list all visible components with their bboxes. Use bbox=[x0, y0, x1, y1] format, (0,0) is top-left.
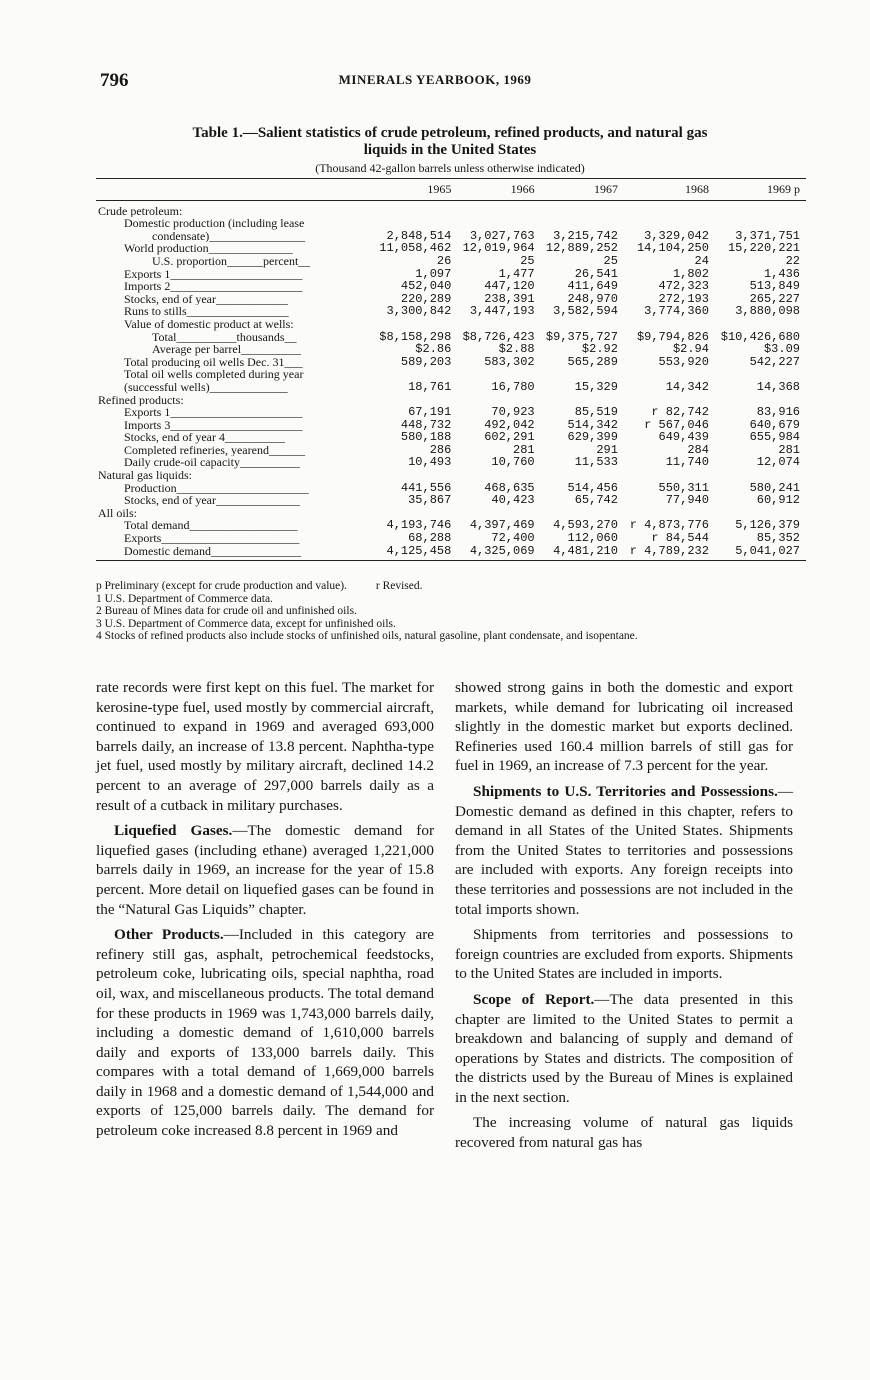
row-label bbox=[96, 200, 374, 217]
paragraph bbox=[455, 990, 793, 1108]
row-label-text: Total producing oil wells Dec. 31___ bbox=[124, 355, 303, 369]
value-cell: $2.94 bbox=[672, 342, 709, 357]
row-label bbox=[96, 280, 374, 293]
value-cell: 281 bbox=[778, 442, 800, 457]
value-cell bbox=[541, 469, 624, 482]
row-label bbox=[96, 242, 374, 255]
row-label-text: Exports_______________________ bbox=[124, 532, 300, 545]
row-label bbox=[96, 431, 374, 444]
header-label-cell bbox=[96, 179, 374, 201]
paragraph-heading: Shipments to U.S. Territories and Possessions. bbox=[473, 782, 778, 800]
row-label bbox=[96, 532, 374, 545]
paragraph bbox=[96, 821, 434, 919]
value-cell: 26 bbox=[436, 253, 452, 268]
value-cell: 655,984 bbox=[749, 430, 800, 445]
paragraph: showed strong gains in both the domestic and export markets, while demand for lubricating oil increased slightly in the domestic market but exports declined. Refineries used 160.4 million barrels of still gas for fuel in 1969, an increase of 7.3 percent for the year. bbox=[455, 679, 793, 775]
value-cell: $2.88 bbox=[498, 342, 535, 357]
table-row bbox=[96, 381, 806, 394]
value-cell: 112,060 bbox=[567, 531, 618, 546]
row-label-text: Average per barrel__________ bbox=[152, 343, 302, 356]
value-cell: 629,399 bbox=[567, 430, 618, 445]
value-cell: 565,289 bbox=[567, 354, 618, 369]
row-label-text: Domestic demand_______________ bbox=[124, 544, 301, 558]
value-cell: 220,289 bbox=[400, 291, 452, 306]
paragraph bbox=[96, 925, 434, 1141]
row-label bbox=[96, 331, 374, 344]
value-cell: 3,371,751 bbox=[735, 228, 800, 243]
table-row bbox=[96, 532, 806, 545]
value-cell: $2.92 bbox=[581, 342, 618, 357]
value-cell: 4,193,746 bbox=[386, 518, 452, 533]
row-label bbox=[96, 230, 374, 243]
row-label-text: Exports 1______________________ bbox=[124, 406, 303, 419]
row-label bbox=[96, 419, 374, 432]
year-header: 1967 bbox=[541, 179, 624, 201]
footnote-2: 2 Bureau of Mines data for crude oil and unfinished oils. bbox=[96, 605, 357, 618]
value-cell: 83,916 bbox=[756, 405, 800, 420]
value-cell: 3,027,763 bbox=[469, 228, 535, 243]
value-cell bbox=[541, 200, 624, 217]
row-label-text: Stocks, end of year______________ bbox=[124, 494, 300, 507]
table-row bbox=[96, 200, 806, 217]
table-row bbox=[96, 545, 806, 561]
paragraph: The increasing volume of natural gas liquids recovered from natural gas has bbox=[455, 1114, 793, 1152]
table-caption-line2: liquids in the United States bbox=[363, 142, 537, 158]
row-label bbox=[96, 343, 374, 356]
value-cell bbox=[374, 469, 457, 482]
paragraph: rate records were first kept on this fuel. The market for kerosine-type fuel, used mostly by commercial aircraft, continued to expand in 1969 and averaged 693,000 barrels daily, an increase of 13.8 percent. Naphtha-type jet fuel, used mostly by military aircraft, declined 14.2 percent to an average of 297,000 barrels daily as a result of a cutback in military purchases. bbox=[96, 679, 434, 814]
value-cell: 18,761 bbox=[408, 379, 452, 394]
row-label-text: World production______________ bbox=[124, 242, 293, 255]
value-cell: 238,391 bbox=[484, 291, 535, 306]
value-cell: 514,456 bbox=[567, 480, 618, 495]
value-cell bbox=[374, 318, 457, 331]
value-cell: 40,423 bbox=[491, 493, 535, 508]
value-cell: 11,740 bbox=[665, 455, 709, 470]
value-cell: 35,867 bbox=[408, 493, 452, 508]
year-header: 1966 bbox=[457, 179, 540, 201]
row-label-text: Refined products: bbox=[98, 393, 184, 407]
paragraph-text: —The domestic demand for liquefied gases (including ethane) averaged 1,221,000 barrels daily in 1969, an increase for the year of 15.8 percent. More detail on liquefied gases can be found in the “Natural Gas Liquids” chapter. bbox=[96, 822, 434, 918]
row-label-text: Natural gas liquids: bbox=[98, 469, 192, 482]
row-label-text: Domestic production (including lease bbox=[124, 217, 305, 230]
value-cell: 3,329,042 bbox=[644, 228, 709, 243]
value-cell: 272,193 bbox=[658, 291, 709, 306]
value-cell: 10,493 bbox=[408, 455, 452, 470]
value-cell: 589,203 bbox=[400, 354, 452, 369]
value-cell: 4,397,469 bbox=[469, 518, 535, 533]
value-cell: 1,097 bbox=[415, 266, 452, 281]
row-label bbox=[96, 507, 374, 520]
salient-statistics-table bbox=[96, 178, 806, 561]
value-cell: 68,288 bbox=[408, 531, 452, 546]
value-cell: 550,311 bbox=[658, 480, 709, 495]
value-cell: 291 bbox=[596, 442, 618, 457]
value-cell: 10,760 bbox=[491, 455, 535, 470]
table-row bbox=[96, 494, 806, 507]
value-cell: 492,042 bbox=[484, 417, 535, 432]
page-number: 796 bbox=[100, 70, 129, 91]
value-cell: 65,742 bbox=[574, 493, 618, 508]
value-cell: 448,732 bbox=[400, 417, 452, 432]
table-body bbox=[96, 200, 806, 561]
value-cell: 16,780 bbox=[491, 379, 535, 394]
row-label-text: All oils: bbox=[98, 506, 138, 520]
value-cell bbox=[624, 217, 715, 230]
value-cell: $10,426,680 bbox=[720, 329, 800, 344]
row-label-text: condensate)________________ bbox=[152, 229, 306, 243]
value-cell: 85,519 bbox=[574, 405, 618, 420]
row-label-text: Value of domestic product at wells: bbox=[124, 317, 294, 331]
value-cell: 468,635 bbox=[484, 480, 535, 495]
value-cell: 553,920 bbox=[658, 354, 709, 369]
table-row bbox=[96, 456, 806, 469]
value-cell: 472,323 bbox=[658, 279, 709, 294]
value-cell: 452,040 bbox=[400, 279, 452, 294]
row-label bbox=[96, 318, 374, 331]
paragraph-heading: Liquefied Gases. bbox=[114, 822, 233, 840]
table-footnotes bbox=[96, 580, 806, 643]
value-cell: 3,300,842 bbox=[386, 304, 452, 319]
row-label-text: Completed refineries, yearend______ bbox=[124, 443, 305, 457]
value-cell: 14,368 bbox=[756, 379, 800, 394]
value-cell: 1,477 bbox=[498, 266, 535, 281]
value-cell: 411,649 bbox=[567, 279, 618, 294]
paragraph-text: —The data presented in this chapter are limited to the United States to permit a breakdown and balancing of supply and demand of operations by States and districts. The composition of the districts used by the Bureau of Mines is explained in the next section. bbox=[455, 990, 793, 1106]
row-label-text: Crude petroleum: bbox=[98, 203, 183, 218]
row-label bbox=[96, 494, 374, 507]
value-cell: 12,074 bbox=[756, 455, 800, 470]
value-cell bbox=[374, 217, 457, 230]
row-label bbox=[96, 482, 374, 495]
row-label bbox=[96, 368, 374, 381]
value-cell bbox=[457, 318, 540, 331]
value-cell: r 82,742 bbox=[651, 405, 709, 420]
value-cell: 3,582,594 bbox=[553, 304, 618, 319]
value-cell bbox=[457, 469, 540, 482]
value-cell: 447,120 bbox=[484, 279, 535, 294]
paragraph bbox=[455, 782, 793, 919]
value-cell: 1,436 bbox=[763, 266, 800, 281]
value-cell: 640,679 bbox=[749, 417, 800, 432]
row-label-text: Exports 1______________________ bbox=[124, 267, 303, 281]
table-caption bbox=[110, 125, 790, 159]
value-cell: 60,912 bbox=[756, 493, 800, 508]
row-label bbox=[96, 381, 374, 394]
row-label bbox=[96, 305, 374, 318]
value-cell: 15,329 bbox=[574, 379, 618, 394]
footnote-revised: r Revised. bbox=[375, 580, 423, 592]
value-cell: 542,227 bbox=[749, 354, 800, 369]
footnote-1: 1 U.S. Department of Commerce data. bbox=[96, 592, 273, 605]
value-cell: 286 bbox=[429, 442, 452, 457]
value-cell: 77,940 bbox=[665, 493, 709, 508]
value-cell: 12,889,252 bbox=[545, 241, 618, 256]
value-cell: 513,849 bbox=[749, 279, 800, 294]
row-label bbox=[96, 394, 374, 407]
value-cell bbox=[457, 217, 540, 230]
table-row bbox=[96, 318, 806, 331]
row-label-text: Production______________________ bbox=[124, 481, 309, 495]
row-label-text: U.S. proportion______percent__ bbox=[152, 254, 311, 268]
value-cell: 583,302 bbox=[484, 354, 535, 369]
value-cell bbox=[715, 469, 806, 482]
row-label bbox=[96, 519, 374, 532]
running-title: MINERALS YEARBOOK, 1969 bbox=[338, 72, 532, 87]
value-cell bbox=[715, 217, 806, 230]
value-cell: r 4,873,776 bbox=[629, 518, 709, 533]
value-cell: 15,220,221 bbox=[727, 241, 800, 256]
table-row bbox=[96, 217, 806, 230]
value-cell bbox=[624, 200, 715, 217]
value-cell: 67,191 bbox=[408, 405, 452, 420]
value-cell: $2.86 bbox=[415, 342, 452, 357]
table-row bbox=[96, 280, 806, 293]
value-cell: 70,923 bbox=[491, 405, 535, 420]
paragraph-heading: Scope of Report. bbox=[473, 990, 595, 1008]
value-cell: 85,352 bbox=[756, 531, 800, 546]
value-cell: 22 bbox=[785, 253, 800, 268]
table-row bbox=[96, 305, 806, 318]
value-cell: r 4,789,232 bbox=[624, 545, 715, 561]
row-label bbox=[96, 293, 374, 306]
value-cell: 14,342 bbox=[665, 379, 709, 394]
row-label bbox=[96, 356, 374, 369]
row-label bbox=[96, 268, 374, 281]
value-cell: 14,104,250 bbox=[636, 241, 709, 256]
table-units: (Thousand 42-gallon barrels unless otherwise indicated) bbox=[315, 161, 585, 175]
table-header-row bbox=[96, 179, 806, 201]
value-cell: 3,774,360 bbox=[644, 304, 709, 319]
footnote-preliminary: p Preliminary (except for crude production and value). bbox=[96, 580, 347, 592]
value-cell: 2,848,514 bbox=[386, 228, 452, 243]
value-cell: 580,241 bbox=[749, 480, 800, 495]
paragraph-text: —Included in this category are refinery still gas, asphalt, petrochemical feedstocks, petroleum coke, lubricating oils, special naphtha, road oil, wax, and miscellaneous products. The total demand for these products in 1969 was 1,743,000 barrels daily, including a domestic demand of 1,610,000 barrels daily and exports of 133,000 barrels daily. This compares with a total demand of 1,669,000 barrels daily in 1968 and a domestic demand of 1,544,000 and exports of 125,000 barrels daily. The demand for petroleum coke increased 8.8 percent in 1969 and bbox=[96, 926, 435, 1140]
row-label bbox=[96, 456, 374, 469]
row-label-text: Imports 3______________________ bbox=[124, 418, 303, 432]
row-label-text: Stocks, end of year 4__________ bbox=[124, 431, 285, 444]
value-cell: 4,593,270 bbox=[553, 518, 618, 533]
value-cell: 5,126,379 bbox=[735, 518, 800, 533]
value-cell: 248,970 bbox=[567, 291, 618, 306]
value-cell: 4,481,210 bbox=[541, 545, 624, 561]
value-cell: 11,058,462 bbox=[379, 241, 452, 256]
year-header: 1969 p bbox=[715, 179, 806, 201]
row-label-text: (successful wells)_____________ bbox=[124, 380, 288, 394]
value-cell: $3.09 bbox=[763, 342, 800, 357]
paragraph-text: —Domestic demand as defined in this chapter, refers to demand in all States of the United States. Shipments from the United States to territories and possessions are included with exports. Any foreign receipts into these territories and possessions are not included in the total imports shown. bbox=[455, 782, 793, 918]
value-cell bbox=[541, 318, 624, 331]
value-cell: 3,880,098 bbox=[735, 304, 800, 319]
row-label bbox=[96, 444, 374, 457]
value-cell: 3,215,742 bbox=[553, 228, 618, 243]
row-label bbox=[96, 217, 374, 230]
value-cell: 72,400 bbox=[491, 531, 535, 546]
value-cell: r 567,046 bbox=[644, 417, 709, 432]
table-row bbox=[96, 255, 806, 268]
value-cell: 281 bbox=[513, 442, 535, 457]
value-cell: 602,291 bbox=[484, 430, 535, 445]
footnote-3: 3 U.S. Department of Commerce data, except for unfinished oils. bbox=[96, 617, 396, 630]
row-label-text: Total__________thousands__ bbox=[152, 330, 297, 344]
value-cell: $8,726,423 bbox=[462, 329, 535, 344]
value-cell bbox=[457, 200, 540, 217]
value-cell: 12,019,964 bbox=[462, 241, 535, 256]
row-label bbox=[96, 545, 374, 561]
row-label bbox=[96, 469, 374, 482]
value-cell bbox=[715, 318, 806, 331]
value-cell: 580,188 bbox=[400, 430, 452, 445]
value-cell: 11,533 bbox=[574, 455, 618, 470]
value-cell: r 84,544 bbox=[651, 531, 709, 546]
table-row bbox=[96, 406, 806, 419]
body-column-right bbox=[455, 678, 793, 1159]
row-label-text: Total demand__________________ bbox=[124, 519, 298, 533]
value-cell: 649,439 bbox=[658, 430, 709, 445]
table-row bbox=[96, 469, 806, 482]
paragraph-heading: Other Products. bbox=[114, 926, 224, 944]
value-cell: 284 bbox=[687, 442, 709, 457]
value-cell: 1,802 bbox=[672, 266, 709, 281]
value-cell: 441,556 bbox=[400, 480, 452, 495]
table-row bbox=[96, 356, 806, 369]
body-column-left bbox=[96, 678, 434, 1147]
value-cell: 24 bbox=[694, 253, 709, 268]
value-cell: 26,541 bbox=[574, 266, 618, 281]
value-cell: 4,325,069 bbox=[457, 545, 540, 561]
row-label bbox=[96, 406, 374, 419]
row-label-text: Runs to stills_________________ bbox=[124, 305, 289, 318]
footnote-4: 4 Stocks of refined products also include stocks of unfinished oils, natural gasoline, plant condensate, and isopentane. bbox=[96, 630, 638, 643]
year-header: 1968 bbox=[624, 179, 715, 201]
table-row bbox=[96, 431, 806, 444]
row-label-text: Stocks, end of year____________ bbox=[124, 292, 288, 306]
value-cell: 5,041,027 bbox=[715, 545, 806, 561]
value-cell bbox=[715, 200, 806, 217]
value-cell: 514,342 bbox=[567, 417, 618, 432]
row-label-text: Total oil wells completed during year bbox=[124, 368, 304, 381]
value-cell: $9,375,727 bbox=[545, 329, 618, 344]
value-cell: 25 bbox=[603, 253, 618, 268]
value-cell bbox=[541, 217, 624, 230]
value-cell: 3,447,193 bbox=[469, 304, 535, 319]
value-cell bbox=[374, 200, 457, 217]
value-cell: 265,227 bbox=[749, 291, 800, 306]
paragraph: Shipments from territories and possessions to foreign countries are excluded from exports. Shipments to the United States are included in imports. bbox=[455, 926, 793, 983]
table-row bbox=[96, 343, 806, 356]
value-cell bbox=[624, 318, 715, 331]
row-label-text: Imports 2______________________ bbox=[124, 280, 303, 293]
row-label bbox=[96, 255, 374, 268]
value-cell bbox=[624, 469, 715, 482]
value-cell: 4,125,458 bbox=[374, 545, 457, 561]
value-cell: 25 bbox=[520, 253, 535, 268]
value-cell: $8,158,298 bbox=[379, 329, 452, 344]
row-label-text: Daily crude-oil capacity__________ bbox=[124, 456, 300, 470]
table-caption-line1: Table 1.—Salient statistics of crude petroleum, refined products, and natural gas bbox=[192, 125, 708, 141]
value-cell: $9,794,826 bbox=[636, 329, 709, 344]
year-header: 1965 bbox=[374, 179, 457, 201]
